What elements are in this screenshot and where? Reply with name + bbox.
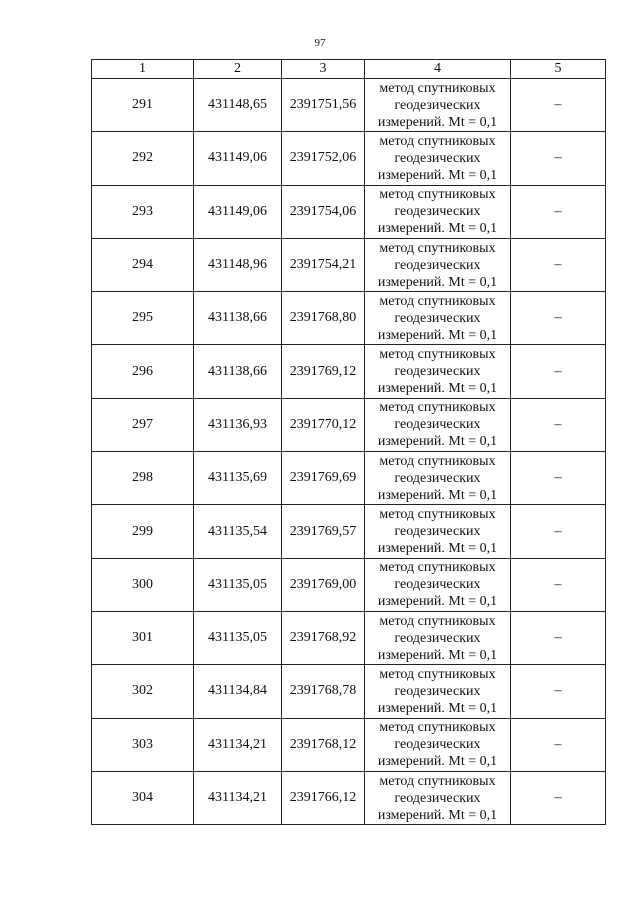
method-cell — [365, 452, 511, 505]
column5-cell: – — [511, 558, 606, 611]
method-line: метод спутниковых — [379, 453, 496, 469]
point-number-cell: 292 — [92, 132, 194, 185]
method-line: измерений. Mt = 0,1 — [377, 647, 498, 663]
y-coordinate-cell: 2391769,00 — [282, 558, 365, 611]
method-line: измерений. Mt = 0,1 — [377, 274, 498, 290]
table-row — [92, 398, 606, 451]
y-coordinate-cell: 2391768,78 — [282, 665, 365, 718]
method-line: геодезических — [394, 790, 481, 806]
method-line: геодезических — [394, 364, 481, 380]
method-cell — [365, 665, 511, 718]
x-coordinate-cell: 431135,69 — [194, 452, 282, 505]
method-line: измерений. Mt = 0,1 — [377, 114, 498, 130]
point-number-cell: 299 — [92, 505, 194, 558]
point-number-cell: 293 — [92, 185, 194, 238]
x-coordinate-cell: 431136,93 — [194, 398, 282, 451]
point-number-cell: 300 — [92, 558, 194, 611]
x-coordinate-cell: 431135,05 — [194, 611, 282, 664]
method-line: измерений. Mt = 0,1 — [377, 754, 498, 770]
method-line: измерений. Mt = 0,1 — [377, 221, 498, 237]
method-line: метод спутниковых — [379, 613, 496, 629]
column5-cell: – — [511, 452, 606, 505]
point-number-cell: 297 — [92, 398, 194, 451]
method-line: измерений. Mt = 0,1 — [377, 327, 498, 343]
table-body — [92, 79, 606, 825]
method-line: измерений. Mt = 0,1 — [377, 167, 498, 183]
method-line: измерений. Mt = 0,1 — [377, 594, 498, 610]
method-line: метод спутниковых — [379, 293, 496, 309]
x-coordinate-cell: 431135,54 — [194, 505, 282, 558]
method-cell — [365, 345, 511, 398]
y-coordinate-cell: 2391769,12 — [282, 345, 365, 398]
method-cell — [365, 558, 511, 611]
method-line: метод спутниковых — [379, 666, 496, 682]
column5-cell: – — [511, 398, 606, 451]
column5-cell: – — [511, 345, 606, 398]
table-row — [92, 718, 606, 771]
page-number: 97 — [314, 37, 326, 49]
point-number-cell: 295 — [92, 292, 194, 345]
y-coordinate-cell: 2391770,12 — [282, 398, 365, 451]
y-coordinate-cell: 2391768,12 — [282, 718, 365, 771]
method-cell — [365, 398, 511, 451]
method-cell — [365, 79, 511, 132]
method-line: геодезических — [394, 470, 481, 486]
table-row — [92, 665, 606, 718]
column5-cell: – — [511, 185, 606, 238]
method-line: геодезических — [394, 524, 481, 540]
method-cell — [365, 132, 511, 185]
column5-cell: – — [511, 79, 606, 132]
method-line: измерений. Mt = 0,1 — [377, 487, 498, 503]
y-coordinate-cell: 2391751,56 — [282, 79, 365, 132]
y-coordinate-cell: 2391769,57 — [282, 505, 365, 558]
column5-cell: – — [511, 665, 606, 718]
method-line: метод спутниковых — [379, 773, 496, 789]
table-row — [92, 452, 606, 505]
table-row — [92, 132, 606, 185]
method-line: геодезических — [394, 204, 481, 220]
table-row — [92, 185, 606, 238]
column-header: 2 — [194, 60, 282, 79]
method-cell — [365, 292, 511, 345]
table-row — [92, 558, 606, 611]
method-line: метод спутниковых — [379, 187, 496, 203]
method-line: метод спутниковых — [379, 347, 496, 363]
column5-cell: – — [511, 611, 606, 664]
method-line: метод спутниковых — [379, 720, 496, 736]
method-line: геодезических — [394, 257, 481, 273]
method-line: геодезических — [394, 630, 481, 646]
method-cell — [365, 718, 511, 771]
point-number-cell: 302 — [92, 665, 194, 718]
x-coordinate-cell: 431138,66 — [194, 292, 282, 345]
table-row — [92, 238, 606, 291]
coordinates-table — [91, 59, 606, 825]
method-line: геодезических — [394, 683, 481, 699]
method-line: метод спутниковых — [379, 80, 496, 96]
method-line: геодезических — [394, 97, 481, 113]
x-coordinate-cell: 431134,21 — [194, 771, 282, 824]
method-cell — [365, 771, 511, 824]
column-header: 1 — [92, 60, 194, 79]
y-coordinate-cell: 2391752,06 — [282, 132, 365, 185]
method-cell — [365, 505, 511, 558]
column-header: 5 — [511, 60, 606, 79]
method-line: метод спутниковых — [379, 560, 496, 576]
y-coordinate-cell: 2391768,80 — [282, 292, 365, 345]
point-number-cell: 294 — [92, 238, 194, 291]
column5-cell: – — [511, 292, 606, 345]
table-row — [92, 345, 606, 398]
x-coordinate-cell: 431138,66 — [194, 345, 282, 398]
column5-cell: – — [511, 132, 606, 185]
x-coordinate-cell: 431149,06 — [194, 132, 282, 185]
point-number-cell: 301 — [92, 611, 194, 664]
x-coordinate-cell: 431149,06 — [194, 185, 282, 238]
column5-cell: – — [511, 238, 606, 291]
point-number-cell: 304 — [92, 771, 194, 824]
method-cell — [365, 185, 511, 238]
table-header-row — [92, 60, 606, 79]
method-line: измерений. Mt = 0,1 — [377, 434, 498, 450]
method-line: метод спутниковых — [379, 133, 496, 149]
method-line: измерений. Mt = 0,1 — [377, 700, 498, 716]
y-coordinate-cell: 2391754,06 — [282, 185, 365, 238]
point-number-cell: 303 — [92, 718, 194, 771]
column5-cell: – — [511, 771, 606, 824]
column5-cell: – — [511, 505, 606, 558]
table-row — [92, 292, 606, 345]
x-coordinate-cell: 431134,21 — [194, 718, 282, 771]
method-line: измерений. Mt = 0,1 — [377, 541, 498, 557]
method-line: геодезических — [394, 310, 481, 326]
y-coordinate-cell: 2391769,69 — [282, 452, 365, 505]
point-number-cell: 291 — [92, 79, 194, 132]
column5-cell: – — [511, 718, 606, 771]
y-coordinate-cell: 2391754,21 — [282, 238, 365, 291]
x-coordinate-cell: 431135,05 — [194, 558, 282, 611]
table-row — [92, 79, 606, 132]
method-line: геодезических — [394, 737, 481, 753]
method-line: измерений. Mt = 0,1 — [377, 807, 498, 823]
x-coordinate-cell: 431148,96 — [194, 238, 282, 291]
column-header: 4 — [365, 60, 511, 79]
method-line: метод спутниковых — [379, 240, 496, 256]
table-row — [92, 505, 606, 558]
point-number-cell: 298 — [92, 452, 194, 505]
table-row — [92, 771, 606, 824]
method-cell — [365, 611, 511, 664]
x-coordinate-cell: 431148,65 — [194, 79, 282, 132]
point-number-cell: 296 — [92, 345, 194, 398]
y-coordinate-cell: 2391766,12 — [282, 771, 365, 824]
method-line: геодезических — [394, 417, 481, 433]
method-line: измерений. Mt = 0,1 — [377, 381, 498, 397]
method-line: геодезических — [394, 577, 481, 593]
column-header: 3 — [282, 60, 365, 79]
table-row — [92, 611, 606, 664]
y-coordinate-cell: 2391768,92 — [282, 611, 365, 664]
method-line: метод спутниковых — [379, 400, 496, 416]
method-line: геодезических — [394, 150, 481, 166]
x-coordinate-cell: 431134,84 — [194, 665, 282, 718]
method-cell — [365, 238, 511, 291]
method-line: метод спутниковых — [379, 507, 496, 523]
